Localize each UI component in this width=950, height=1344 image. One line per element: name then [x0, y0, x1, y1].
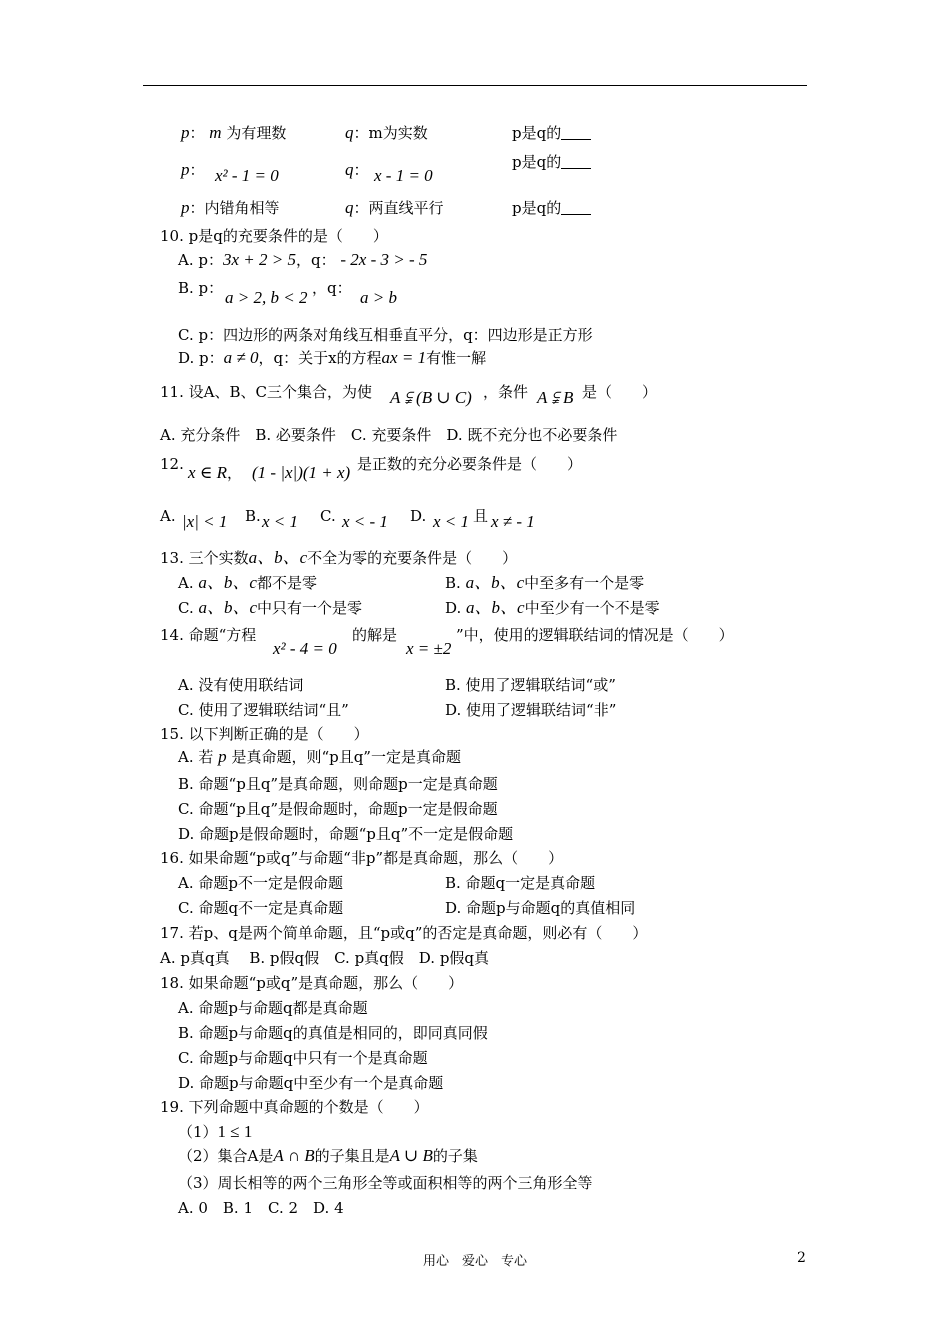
header-rule: [143, 85, 807, 86]
q18-option-a: A. 命题p与命题q都是真命题: [178, 999, 368, 1017]
q18-option-b: B. 命题p与命题q的真值是相同的，即同真同假: [178, 1024, 488, 1042]
q12-math1: x ∈ R，: [188, 463, 243, 482]
q13-option-a: A. a、b、c都不是零: [178, 573, 317, 592]
q19-item-1: （1）1 ≤ 1: [178, 1122, 253, 1141]
q11-stem-mid: ，条件: [483, 383, 529, 401]
page-number: 2: [797, 1250, 806, 1266]
q14-option-d: D. 使用了逻辑联结词“非”: [445, 701, 617, 719]
q16-option-a: A. 命题p不一定是假命题: [178, 874, 343, 892]
q18-option-d: D. 命题p与命题q中至少有一个是真命题: [178, 1074, 444, 1092]
page-footer: 用心 爱心 专心: [422, 1254, 527, 1269]
q14-option-c: C. 使用了逻辑联结词“且”: [178, 701, 349, 719]
q13-option-c: C. a、b、c中只有一个是零: [178, 598, 363, 617]
q14-math2: x = ±2: [406, 639, 452, 658]
q12-b-label: B.: [245, 507, 261, 525]
q11-stem-pre: 11. 设A、B、C三个集合，为使: [160, 383, 372, 401]
q10-option-a: A. p：3x + 2 > 5，q： - 2x - 3 > - 5: [178, 250, 428, 269]
q14-option-b: B. 使用了逻辑联结词“或”: [445, 676, 616, 694]
q12-d-label: D.: [410, 507, 427, 525]
row-2-blank: p是q的: [512, 152, 591, 172]
q16-stem: 16. 如果命题“p或q”与命题“非p”都是真命题，那么（ ）: [160, 849, 564, 867]
q14-stem-pre: 14. 命题“方程: [160, 626, 257, 644]
row-3-blank: p是q的: [512, 198, 591, 218]
q17-options: A. p真q真 B. p假q假 C. p真q假 D. p假q真: [160, 949, 490, 967]
q14-stem-end: ”中，使用的逻辑联结词的情况是（ ）: [456, 626, 734, 644]
q10-option-d: D. p：a ≠ 0，q：关于x的方程ax = 1有惟一解: [178, 348, 487, 367]
q19-options: A. 0 B. 1 C. 2 D. 4: [178, 1199, 344, 1217]
q13-stem: 13. 三个实数a、b、c不全为零的充要条件是（ ）: [160, 548, 518, 567]
q10-option-b-label: B. p：: [178, 279, 224, 297]
q12-c-label: C.: [320, 507, 336, 525]
q13-option-d: D. a、b、c中至少有一个不是零: [445, 598, 660, 617]
q12-d: x < 1: [433, 512, 470, 531]
answer-blank[interactable]: [561, 154, 591, 169]
q12-d-and: 且: [473, 507, 489, 525]
q15-option-a: A. 若 p 是真命题，则“p且q”一定是真命题: [178, 747, 461, 766]
q15-option-b: B. 命题“p且q”是真命题，则命题p一定是真命题: [178, 775, 498, 793]
q12-stem-end: 是正数的充分必要条件是（ ）: [357, 455, 583, 473]
q11-stem-end: 是（ ）: [582, 383, 658, 401]
row-3-q: q：两直线平行: [345, 198, 444, 217]
q10-stem: 10. p是q的充要条件的是（ ）: [160, 227, 388, 245]
q10-option-b-mid: ，q：: [312, 279, 352, 297]
q11-cond2: A ⫋ B: [537, 388, 574, 407]
q16-option-b: B. 命题q一定是真命题: [445, 874, 596, 892]
q11-options: A. 充分条件 B. 必要条件 C. 充要条件 D. 既不充分也不必要条件: [160, 426, 618, 444]
row-2-p: p：: [181, 160, 205, 179]
q10-option-b-p: a > 2, b < 2: [225, 288, 308, 307]
answer-blank[interactable]: [561, 125, 591, 140]
q18-stem: 18. 如果命题“p或q”是真命题，那么（ ）: [160, 974, 464, 992]
q12-d2: x ≠ - 1: [491, 512, 535, 531]
q19-item-2: （2）集合A是A ∩ B的子集且是A ∪ B的子集: [178, 1146, 478, 1165]
row-1-p: p： m 为有理数: [181, 123, 287, 142]
q10-option-b-q: a > b: [360, 288, 397, 307]
q10-option-c: C. p：四边形的两条对角线互相垂直平分，q：四边形是正方形: [178, 326, 593, 344]
q15-option-d: D. 命题p是假命题时，命题“p且q”不一定是假命题: [178, 825, 514, 843]
q16-option-d: D. 命题p与命题q的真值相同: [445, 899, 636, 917]
q13-option-b: B. a、b、c中至多有一个是零: [445, 573, 645, 592]
q16-option-c: C. 命题q不一定是真命题: [178, 899, 344, 917]
q19-stem: 19. 下列命题中真命题的个数是（ ）: [160, 1098, 429, 1116]
row-1-q: q：m为实数: [345, 123, 428, 142]
q12-a-label: A.: [160, 507, 176, 525]
row-3-p: p：内错角相等: [181, 198, 280, 217]
q12-b: x < 1: [262, 512, 299, 531]
q12-math2: (1 - |x|)(1 + x): [252, 463, 351, 482]
q12-a: |x| < 1: [182, 512, 228, 531]
q14-math1: x² - 4 = 0: [273, 639, 337, 658]
q19-item-3: （3）周长相等的两个三角形全等或面积相等的两个三角形全等: [178, 1174, 593, 1192]
row-1-blank: p是q的: [512, 123, 591, 143]
q17-stem: 17. 若p、q是两个简单命题，且“p或q”的否定是真命题，则必有（ ）: [160, 924, 648, 942]
row-2-q-math: x - 1 = 0: [374, 166, 433, 185]
row-2-q: q：: [345, 160, 369, 179]
q12-num: 12.: [160, 455, 184, 473]
q14-stem-mid: 的解是: [352, 626, 398, 644]
q11-cond1: A ⫋ (B ∪ C): [390, 388, 472, 407]
q15-stem: 15. 以下判断正确的是（ ）: [160, 725, 369, 743]
q18-option-c: C. 命题p与命题q中只有一个是真命题: [178, 1049, 428, 1067]
answer-blank[interactable]: [561, 200, 591, 215]
q12-c: x < - 1: [342, 512, 388, 531]
q14-option-a: A. 没有使用联结词: [178, 676, 304, 694]
q15-option-c: C. 命题“p且q”是假命题时，命题p一定是假命题: [178, 800, 498, 818]
row-2-p-math: x² - 1 = 0: [215, 166, 279, 185]
